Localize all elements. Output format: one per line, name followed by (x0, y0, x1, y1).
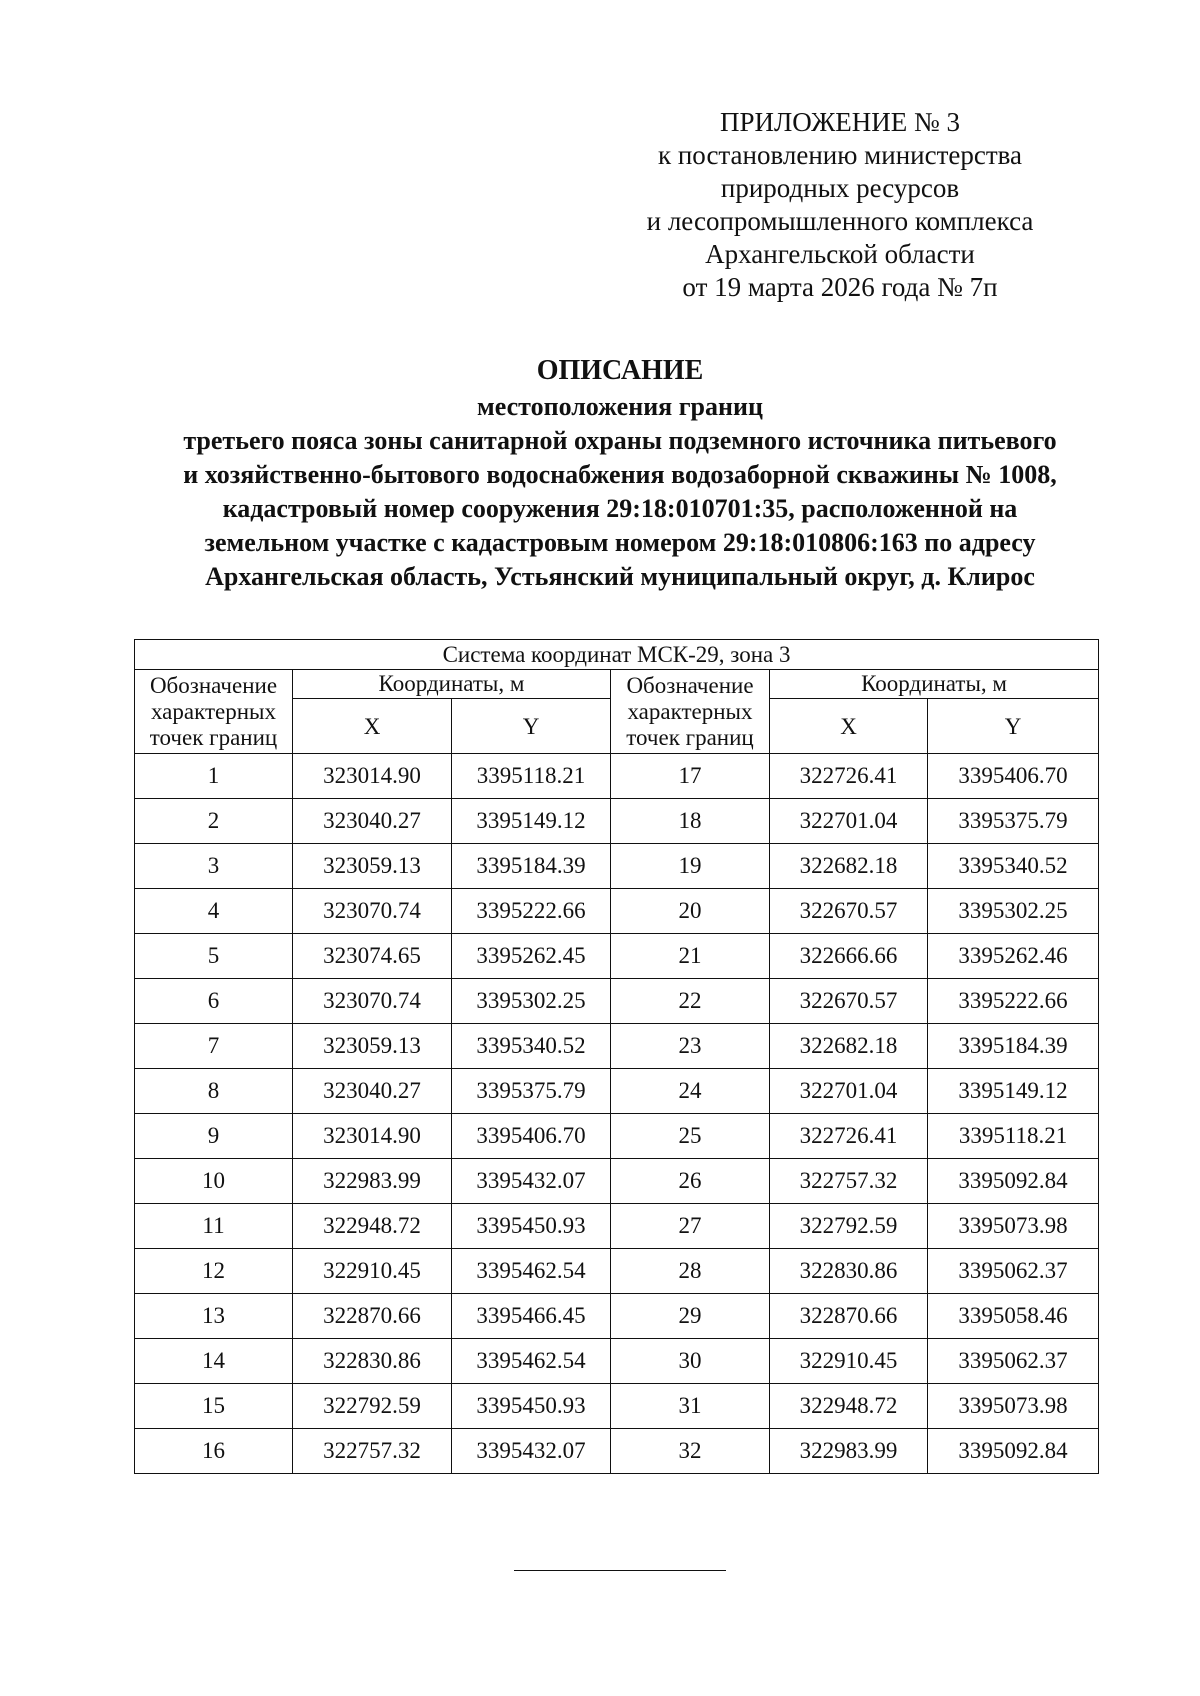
heading-line: третьего пояса зоны санитарной охраны подземного источника питьевого (183, 426, 1057, 455)
point-number-cell: 9 (135, 1114, 293, 1159)
heading-line: и хозяйственно-бытового водоснабжения водозаборной скважины № 1008, (183, 460, 1057, 489)
document-title: ОПИСАНИЕ (536, 355, 704, 386)
y-value-cell: 3395062.37 (928, 1249, 1099, 1294)
x-value-cell: 322682.18 (770, 844, 928, 889)
point-number-cell: 21 (611, 934, 770, 979)
y-value-cell: 3395375.79 (928, 799, 1099, 844)
point-number-cell: 6 (135, 979, 293, 1024)
appendix-line: природных ресурсов (720, 173, 960, 203)
y-value-cell: 3395062.37 (928, 1339, 1099, 1384)
appendix-line: к постановлению министерства (657, 140, 1023, 170)
x-value-cell: 323059.13 (293, 1024, 452, 1069)
appendix-block (620, 106, 1060, 304)
x-value-cell: 323070.74 (293, 979, 452, 1024)
coordinates-table (134, 639, 1099, 1474)
x-value-cell: 322757.32 (770, 1159, 928, 1204)
x-value-cell: 323040.27 (293, 799, 452, 844)
table-row (135, 934, 1099, 979)
x-value-cell: 322792.59 (293, 1384, 452, 1429)
point-number-cell: 24 (611, 1069, 770, 1114)
y-value-cell: 3395149.12 (928, 1069, 1099, 1114)
coordinates-column-header: Координаты, м (293, 670, 611, 699)
y-value-cell: 3395302.25 (928, 889, 1099, 934)
point-number-cell: 1 (135, 754, 293, 799)
x-value-cell: 323070.74 (293, 889, 452, 934)
y-value-cell: 3395432.07 (452, 1159, 611, 1204)
y-value-cell: 3395222.66 (928, 979, 1099, 1024)
y-value-cell: 3395092.84 (928, 1429, 1099, 1474)
y-value-cell: 3395149.12 (452, 799, 611, 844)
x-value-cell: 322830.86 (770, 1249, 928, 1294)
closing-separator-line (514, 1570, 726, 1571)
point-column-header: Обозначение характерных точек границ (135, 670, 293, 754)
y-value-cell: 3395058.46 (928, 1294, 1099, 1339)
table-row (135, 1114, 1099, 1159)
y-value-cell: 3395184.39 (452, 844, 611, 889)
point-number-cell: 3 (135, 844, 293, 889)
table-row (135, 844, 1099, 889)
x-value-cell: 322983.99 (293, 1159, 452, 1204)
table-row (135, 1294, 1099, 1339)
heading-line: земельном участке с кадастровым номером 29:18:010806:163 по адресу (204, 528, 1036, 557)
y-value-cell: 3395073.98 (928, 1204, 1099, 1249)
y-value-cell: 3395222.66 (452, 889, 611, 934)
table-row (135, 1204, 1099, 1249)
point-number-cell: 11 (135, 1204, 293, 1249)
point-number-cell: 18 (611, 799, 770, 844)
y-value-cell: 3395375.79 (452, 1069, 611, 1114)
y-value-cell: 3395118.21 (928, 1114, 1099, 1159)
y-value-cell: 3395406.70 (452, 1114, 611, 1159)
table-row (135, 799, 1099, 844)
table-row (135, 1384, 1099, 1429)
appendix-date: от 19 марта 2026 года № 7п (682, 272, 998, 302)
point-number-cell: 28 (611, 1249, 770, 1294)
x-value-cell: 322792.59 (770, 1204, 928, 1249)
point-number-cell: 32 (611, 1429, 770, 1474)
x-value-cell: 323014.90 (293, 754, 452, 799)
table-row (135, 889, 1099, 934)
coordinates-column-header: Координаты, м (770, 670, 1099, 699)
x-value-cell: 322948.72 (293, 1204, 452, 1249)
point-number-cell: 31 (611, 1384, 770, 1429)
table-row (135, 1429, 1099, 1474)
x-value-cell: 322701.04 (770, 799, 928, 844)
x-value-cell: 322983.99 (770, 1429, 928, 1474)
point-number-cell: 10 (135, 1159, 293, 1204)
x-value-cell: 322870.66 (770, 1294, 928, 1339)
y-column-header: Y (928, 699, 1099, 754)
x-value-cell: 323059.13 (293, 844, 452, 889)
y-value-cell: 3395340.52 (928, 844, 1099, 889)
table-row (135, 1159, 1099, 1204)
x-value-cell: 322726.41 (770, 1114, 928, 1159)
x-value-cell: 322830.86 (293, 1339, 452, 1384)
point-number-cell: 26 (611, 1159, 770, 1204)
y-value-cell: 3395073.98 (928, 1384, 1099, 1429)
y-value-cell: 3395450.93 (452, 1384, 611, 1429)
y-value-cell: 3395262.45 (452, 934, 611, 979)
table-row (135, 1339, 1099, 1384)
x-column-header: X (293, 699, 452, 754)
x-value-cell: 322910.45 (293, 1249, 452, 1294)
heading-line: Архангельская область, Устьянский муниципальный округ, д. Клирос (205, 562, 1035, 591)
point-number-cell: 19 (611, 844, 770, 889)
table-row (135, 754, 1099, 799)
x-value-cell: 322670.57 (770, 889, 928, 934)
point-number-cell: 15 (135, 1384, 293, 1429)
x-value-cell: 322870.66 (293, 1294, 452, 1339)
appendix-title: ПРИЛОЖЕНИЕ № 3 (719, 107, 961, 137)
x-value-cell: 323074.65 (293, 934, 452, 979)
point-number-cell: 20 (611, 889, 770, 934)
point-number-cell: 30 (611, 1339, 770, 1384)
x-column-header: X (770, 699, 928, 754)
y-column-header: Y (452, 699, 611, 754)
y-value-cell: 3395262.46 (928, 934, 1099, 979)
point-number-cell: 8 (135, 1069, 293, 1114)
x-value-cell: 322666.66 (770, 934, 928, 979)
x-value-cell: 323040.27 (293, 1069, 452, 1114)
x-value-cell: 322726.41 (770, 754, 928, 799)
point-number-cell: 22 (611, 979, 770, 1024)
heading-line: местоположения границ (477, 392, 763, 421)
y-value-cell: 3395184.39 (928, 1024, 1099, 1069)
y-value-cell: 3395118.21 (452, 754, 611, 799)
point-number-cell: 13 (135, 1294, 293, 1339)
document-heading (120, 352, 1120, 594)
point-number-cell: 23 (611, 1024, 770, 1069)
point-number-cell: 17 (611, 754, 770, 799)
point-number-cell: 14 (135, 1339, 293, 1384)
point-number-cell: 29 (611, 1294, 770, 1339)
point-number-cell: 12 (135, 1249, 293, 1294)
table-row (135, 1069, 1099, 1114)
point-number-cell: 5 (135, 934, 293, 979)
point-number-cell: 27 (611, 1204, 770, 1249)
y-value-cell: 3395450.93 (452, 1204, 611, 1249)
appendix-line: Архангельской области (705, 239, 975, 269)
table-row (135, 1024, 1099, 1069)
point-number-cell: 2 (135, 799, 293, 844)
x-value-cell: 322948.72 (770, 1384, 928, 1429)
heading-line: кадастровый номер сооружения 29:18:010701:35, расположенной на (222, 494, 1018, 523)
y-value-cell: 3395466.45 (452, 1294, 611, 1339)
y-value-cell: 3395462.54 (452, 1339, 611, 1384)
point-number-cell: 4 (135, 889, 293, 934)
x-value-cell: 322682.18 (770, 1024, 928, 1069)
x-value-cell: 323014.90 (293, 1114, 452, 1159)
y-value-cell: 3395462.54 (452, 1249, 611, 1294)
table-row (135, 979, 1099, 1024)
table-row (135, 1249, 1099, 1294)
y-value-cell: 3395302.25 (452, 979, 611, 1024)
y-value-cell: 3395432.07 (452, 1429, 611, 1474)
y-value-cell: 3395406.70 (928, 754, 1099, 799)
y-value-cell: 3395092.84 (928, 1159, 1099, 1204)
point-number-cell: 7 (135, 1024, 293, 1069)
x-value-cell: 322910.45 (770, 1339, 928, 1384)
point-column-header: Обозначение характерных точек границ (611, 670, 770, 754)
y-value-cell: 3395340.52 (452, 1024, 611, 1069)
point-number-cell: 16 (135, 1429, 293, 1474)
x-value-cell: 322757.32 (293, 1429, 452, 1474)
x-value-cell: 322670.57 (770, 979, 928, 1024)
appendix-line: и лесопромышленного комплекса (646, 206, 1034, 236)
point-number-cell: 25 (611, 1114, 770, 1159)
x-value-cell: 322701.04 (770, 1069, 928, 1114)
coordinate-system-label: Система координат МСК-29, зона 3 (135, 640, 1099, 670)
